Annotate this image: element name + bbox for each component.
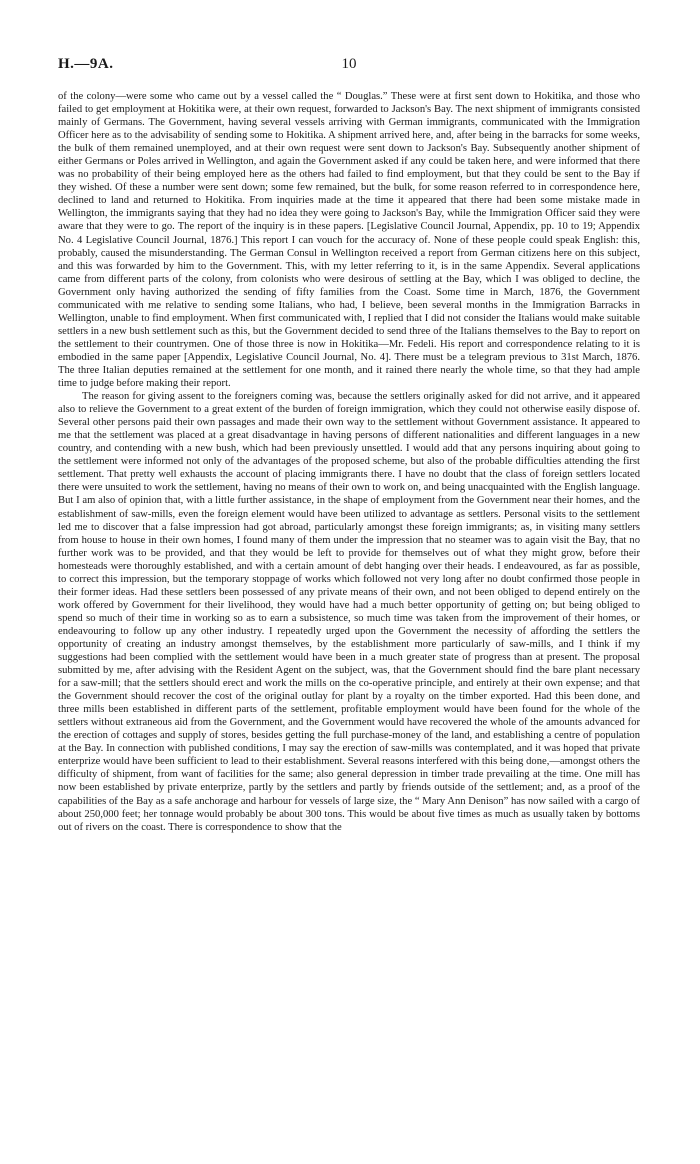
document-reference: H.—9A. <box>58 56 114 72</box>
paragraph-continued: of the colony—were some who came out by a vessel called the “ Douglas.” These were at first sent down to Hokitika, and those who failed to get employment at Hokitika were, at their own request, forwarded to Jackson's Bay. The next shipment of immigrants consisted mainly of Germans. The Government, having several vessels arriving with German immigrants, communicated with the Immigration Officer here as to the advisability of sending some to Hokitika. A shipment arrived here, and, after being in the barracks for some weeks, the bulk of them remained unemployed, and at their own request were sent down to Jackson's Bay. Subsequently another shipment of either Germans or Poles arrived in Wellington, and again the Government asked if any could be taken here, and were informed that there was no probability of their being employed here as the others had failed to find employment, but that they could be sent to the Bay if they wished. Of these a number were sent down; some few remained, but the bulk, for some reason referred to in correspondence here, declined to land and returned to Hokitika. From inquiries made at the time it appeared that there had been some mistake made in Wellington, the immigrants saying that they had no idea they were going to Jackson's Bay, while the Immigration Officer said they were aware that they were to go. The report of the inquiry is in these papers. [Legislative Council Journal, Appendix, pp. 10 to 19; Appendix No. 4 Legislative Council Journal, 1876.] This report I can vouch for the accuracy of. None of these people could speak English: this, probably, caused the misunderstanding. The German Consul in Wellington received a report from German citizens here on this subject, and this was forwarded by him to the Government. This, with my letter referring to it, is in the same Appendix. Several applications came from different parts of the colony, from colonists who were desirous of settling at the Bay, which I was obliged to decline, the Government only having authorized the sending of fifty families from the Coast. Some time in March, 1876, the Government communicated with me relative to sending some Italians, who had, I believe, been several months in the Immigration Barracks in Wellington, unable to find employment. When first communicated with, I replied that I did not consider the Italians would make suitable settlers in a new bush settlement such as this, but the Government decided to send three of the Italians themselves to the Bay to report on the settlement to their countrymen. One of those three is now in Hokitika—Mr. Fedeli. His report and correspondence relating to it is embodied in the same paper [Appendix, Legislative Council Journal, No. 4]. There must be a telegram previous to 31st March, 1876. The three Italian deputies remained at the settlement for one month, and it rained there nearly the whole time, so that they had ample time to judge before making their report. <box>58 91 640 390</box>
document-page <box>58 56 640 1146</box>
paragraph: The reason for giving assent to the foreigners coming was, because the settlers originally asked for did not arrive, and it appeared also to relieve the Government to a great extent of the burden of foreign immigration, which they could not otherwise easily dispose of. Several other persons paid their own passages and made their own way to the settlement without Government assistance. It appeared to me that the settlement was placed at a great disadvantage in having persons of different nationalities and different languages in a new country, and contending with a new bush, which had been previously unsettled. I would add that any persons inquiring about going to the settlement were informed not only of the advantages of the proposed scheme, but also of the probable difficulties attending the first settlement. That pretty well exhausts the account of placing immigrants there. I have no doubt that the class of foreign settlers located there were unsuited to work the settlement, having no means of their own to work on, and being unacquainted with the English language. But I am also of opinion that, with a little further assistance, in the shape of employment from the Government near their homes, and the establishment of saw-mills, even the foreign element would have been utilized to advantage as settlers. Personal visits to the settlement led me to discover that a false impression had got abroad, particularly amongst these foreign immigrants; as, in visiting many settlers from house to house in their own homes, I found many of them under the impression that no steamer was to again visit the Bay, that no further work was to be provided, and that they would be left to provide for themselves out of what they might grow, before their homesteads were thoroughly established, and with a certain amount of debt hanging over their heads. I endeavoured, as far as possible, to correct this impression, but the temporary stoppage of works which followed not very long after no doubt confirmed those people in their former ideas. Had these settlers been possessed of any private means of their own, and not been obliged to depend entirely on the work offered by Government for their livelihood, they would have had a much better opportunity of getting on; but being obliged to spend so much of their time in working so as to earn a subsistence, so much time was taken from the improvement of their homes, or endeavouring to follow up any other industry. I repeatedly urged upon the Government the necessity of affording the settlers the opportunity of creating an industry amongst themselves, by the establishment more particularly of saw-mills, and I think if my suggestions had been complied with the settlement would have been in a much greater state of progress than at present. The proposal submitted by me, after advising with the Resident Agent on the subject, was, that the Government should find the bare plant necessary for a saw-mill; that the settlers should erect and work the mills on the co-operative principle, and entirely at their own expense; and that the Government should recover the cost of the original outlay for plant by a royalty on the timber exported. Had this been done, and three mills been established in different parts of the settlement, profitable employment would have been found for the whole of the settlers without extraneous aid from the Government, and the Government would have recovered the whole of the amounts advanced for the erection of cottages and supply of stores, besides getting the full purchase-money of the land, and establishing a centre of population at the Bay. In connection with published conditions, I may say the erection of saw-mills was contemplated, and it was hoped that private enterprize would have been sufficient to lead to their establishment. Several reasons interfered with this being done,—amongst others the difficulty of shipment, from want of facilities for the same; also general depression in timber trade prevailing at the time. One mill has now been established by private enterprize, partly by the settlers and partly by friends outside of the settlement; and, as a proof of the capabilities of the Bay as a safe anchorage and harbour for vessels of large size, the “ Mary Ann Denison” has now sailed with a cargo of about 250,000 feet; her tonnage would probably be about 300 tons. This would be about five times as much as usually taken by bottoms out of rivers on the coast. There is correspondence to show that the <box>58 391 640 833</box>
page-header <box>58 56 640 78</box>
body-text <box>58 90 640 834</box>
page-number: 10 <box>341 56 357 72</box>
